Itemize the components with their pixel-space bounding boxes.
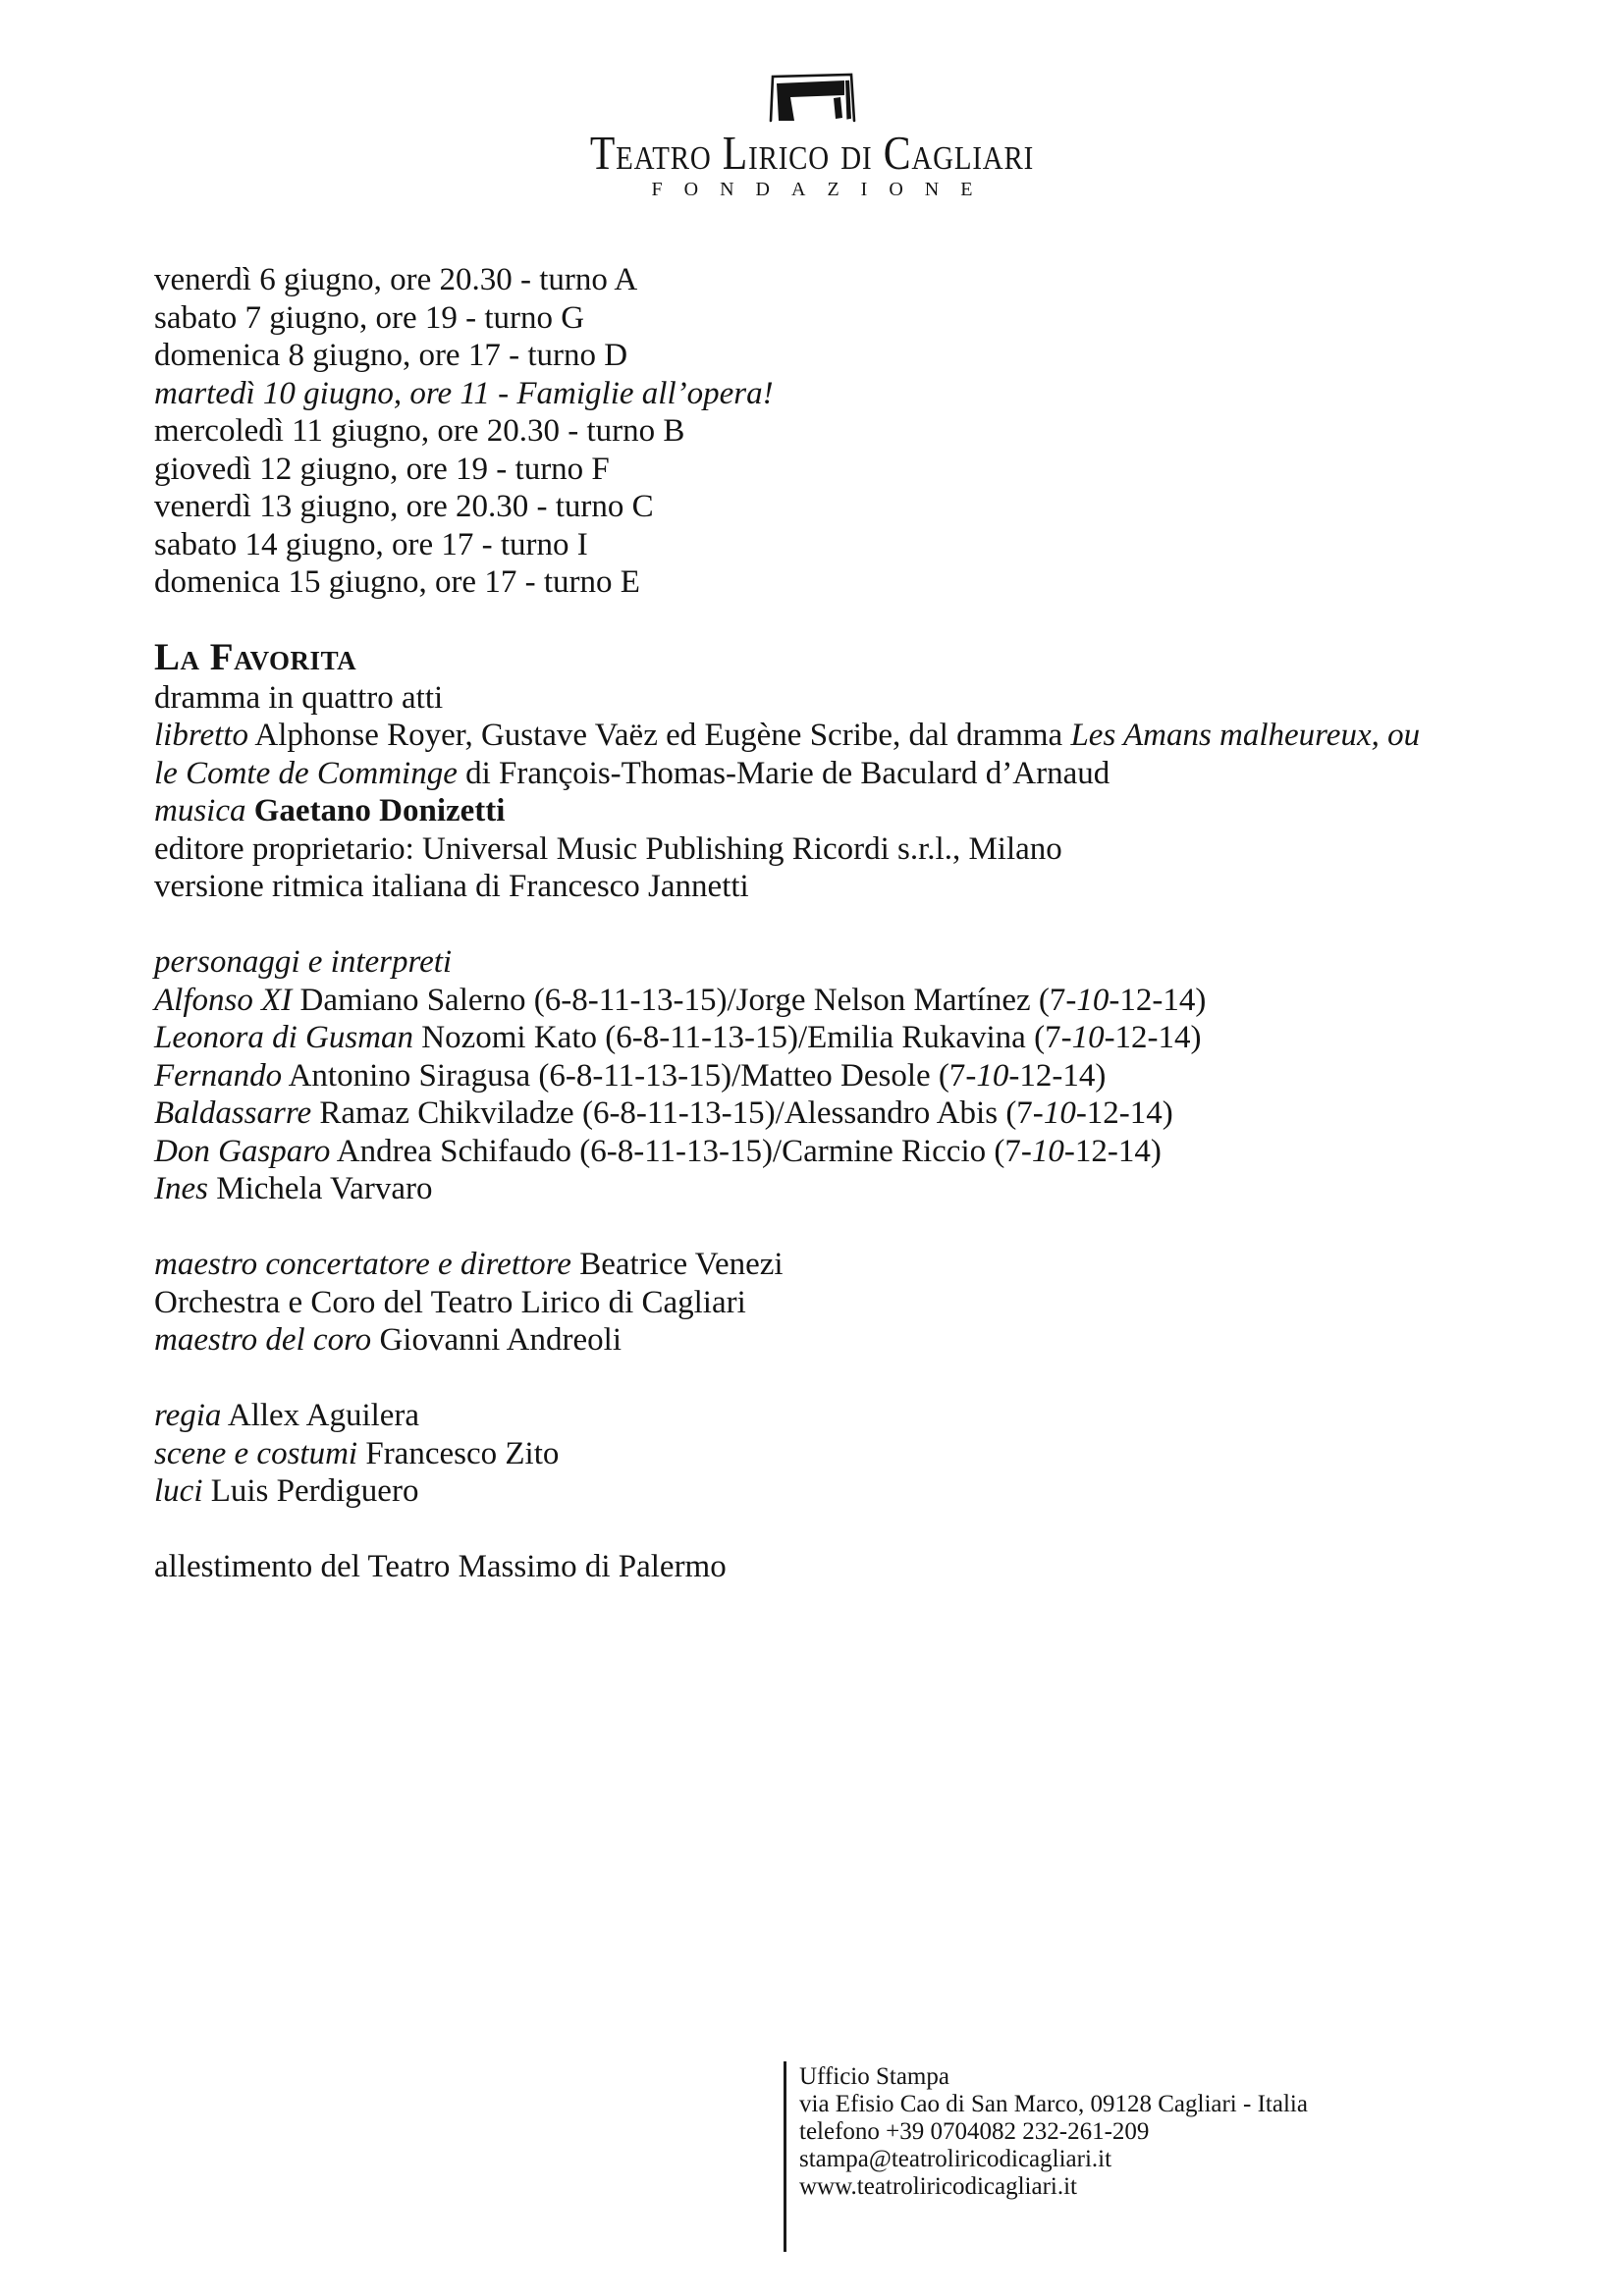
footer-line: via Efisio Cao di San Marco, 09128 Cagliari - Italia	[799, 2091, 1308, 2117]
text-segment: Allex Aguilera	[221, 1398, 420, 1433]
text-segment: martedì 10 giugno, ore 11 - Famiglie all’opera!	[154, 375, 774, 411]
text-line	[154, 679, 1519, 718]
text-segment: Ramaz Chikviladze (6-8-11-13-15)/Alessandro Abis (7-	[311, 1095, 1044, 1131]
text-segment: Orchestra e Coro del Teatro Lirico di Cagliari	[154, 1284, 746, 1320]
text-segment: Alphonse Royer, Gustave Vaëz ed Eugène Scribe, dal dramma	[247, 718, 1071, 753]
text-segment: 10	[1031, 1133, 1064, 1169]
text-segment: -12-14)	[1008, 1057, 1107, 1094]
text-line	[154, 1019, 1519, 1057]
text-segment: versione ritmica italiana di Francesco Jannetti	[154, 869, 749, 904]
text-segment: luci	[154, 1473, 203, 1509]
theater-proscenium-arch-icon	[763, 72, 861, 123]
text-segment: Leonora di Gusman	[154, 1020, 414, 1055]
section-staging-credit	[154, 1548, 1519, 1586]
text-line	[154, 1284, 1519, 1322]
text-line	[154, 636, 1519, 679]
text-segment: Francesco Zito	[357, 1435, 560, 1471]
text-line	[154, 943, 1519, 982]
text-segment: 10	[1043, 1095, 1076, 1131]
text-segment: Don Gasparo	[154, 1133, 331, 1169]
text-segment: personaggi e interpreti	[154, 944, 453, 980]
text-line	[154, 792, 1519, 830]
text-segment: musica	[154, 793, 254, 828]
text-segment: 10	[1076, 982, 1110, 1018]
logo-subtitle: FONDAZIONE	[651, 179, 995, 200]
text-segment: Fernando	[154, 1057, 283, 1094]
text-line	[154, 755, 1519, 793]
text-line	[154, 1246, 1519, 1284]
text-segment: 10	[1071, 1020, 1105, 1055]
press-office-footer	[784, 2061, 1308, 2252]
text-segment: sabato 14 giugno, ore 17 - turno I	[154, 526, 588, 562]
text-line	[154, 526, 1519, 564]
text-line	[154, 1321, 1519, 1360]
text-segment: Gaetano Donizetti	[253, 793, 506, 828]
text-line	[154, 563, 1519, 602]
footer-line: stampa@teatroliricodicagliari.it	[799, 2146, 1112, 2172]
text-line	[154, 717, 1519, 755]
text-line	[154, 830, 1519, 869]
text-line	[154, 1057, 1519, 1095]
text-line	[154, 412, 1519, 451]
text-segment: Michela Varvaro	[207, 1171, 433, 1206]
text-segment: regia	[154, 1398, 222, 1433]
text-segment: venerdì 13 giugno, ore 20.30 - turno C	[154, 489, 654, 524]
logo-header	[0, 72, 1624, 200]
text-segment: Beatrice Venezi	[570, 1247, 784, 1282]
text-segment: -12-14)	[1104, 1020, 1202, 1055]
text-segment: editore proprietario: Universal Music Publishing Ricordi s.r.l., Milano	[154, 830, 1062, 867]
text-segment: Giovanni Andreoli	[371, 1322, 622, 1358]
section-work-details	[154, 636, 1519, 906]
text-line	[154, 1095, 1519, 1133]
text-segment: scene e costumi	[154, 1435, 358, 1471]
text-segment: giovedì 12 giugno, ore 19 - turno F	[154, 451, 610, 487]
text-segment: le Comte de Comminge	[154, 755, 458, 791]
text-segment: domenica 8 giugno, ore 17 - turno D	[154, 338, 628, 373]
text-line	[154, 1435, 1519, 1473]
text-line	[154, 1397, 1519, 1435]
text-segment: Les Amans malheureux, ou	[1070, 718, 1421, 753]
text-line	[154, 337, 1519, 375]
text-segment: -12-14)	[1063, 1133, 1162, 1169]
text-segment: domenica 15 giugno, ore 17 - turno E	[154, 564, 640, 600]
footer-line: telefono +39 0704082 232-261-209	[799, 2118, 1150, 2145]
section-production-team	[154, 1397, 1519, 1511]
text-line	[154, 261, 1519, 299]
work-title: La Favorita	[154, 636, 357, 678]
text-segment: 10	[976, 1057, 1009, 1094]
text-segment: Nozomi Kato (6-8-11-13-15)/Emilia Rukavina (7-	[413, 1020, 1072, 1055]
footer-line: www.teatroliricodicagliari.it	[799, 2173, 1077, 2200]
text-segment: Damiano Salerno (6-8-11-13-15)/Jorge Nelson Martínez (7-	[292, 982, 1077, 1018]
text-line	[154, 488, 1519, 526]
section-performance-schedule	[154, 261, 1519, 602]
footer-line: Ufficio Stampa	[799, 2063, 949, 2090]
text-line	[154, 1548, 1519, 1586]
text-segment: -12-14)	[1075, 1095, 1173, 1131]
text-line	[154, 375, 1519, 413]
text-segment: Antonino Siragusa (6-8-11-13-15)/Matteo Desole (7-	[282, 1057, 977, 1094]
logo-title: Teatro Lirico di Cagliari	[589, 126, 1035, 180]
text-line	[154, 1133, 1519, 1171]
section-musical-direction	[154, 1246, 1519, 1360]
text-segment: maestro del coro	[154, 1322, 372, 1358]
text-line	[154, 299, 1519, 338]
text-line	[154, 1170, 1519, 1208]
text-segment: -12-14)	[1109, 982, 1207, 1018]
text-segment: Ines	[154, 1171, 208, 1206]
text-segment: venerdì 6 giugno, ore 20.30 - turno A	[154, 262, 638, 297]
text-segment: Baldassarre	[154, 1095, 312, 1131]
text-segment: mercoledì 11 giugno, ore 20.30 - turno B	[154, 413, 685, 449]
text-segment: dramma in quattro atti	[154, 679, 444, 716]
text-segment: maestro concertatore e direttore	[154, 1247, 571, 1282]
text-segment: Andrea Schifaudo (6-8-11-13-15)/Carmine Riccio (7-	[330, 1133, 1032, 1169]
text-segment: sabato 7 giugno, ore 19 - turno G	[154, 299, 585, 336]
text-segment: Alfonso XI	[154, 982, 293, 1018]
press-release-body	[154, 261, 1519, 1586]
text-segment: libretto	[154, 718, 248, 753]
text-segment: di François-Thomas-Marie de Baculard d’Arnaud	[457, 755, 1110, 791]
section-cast	[154, 943, 1519, 1208]
text-line	[154, 451, 1519, 489]
text-segment: allestimento del Teatro Massimo di Palermo	[154, 1549, 727, 1584]
text-line	[154, 982, 1519, 1020]
text-line	[154, 1472, 1519, 1511]
text-segment: Luis Perdiguero	[202, 1473, 419, 1509]
text-line	[154, 868, 1519, 906]
